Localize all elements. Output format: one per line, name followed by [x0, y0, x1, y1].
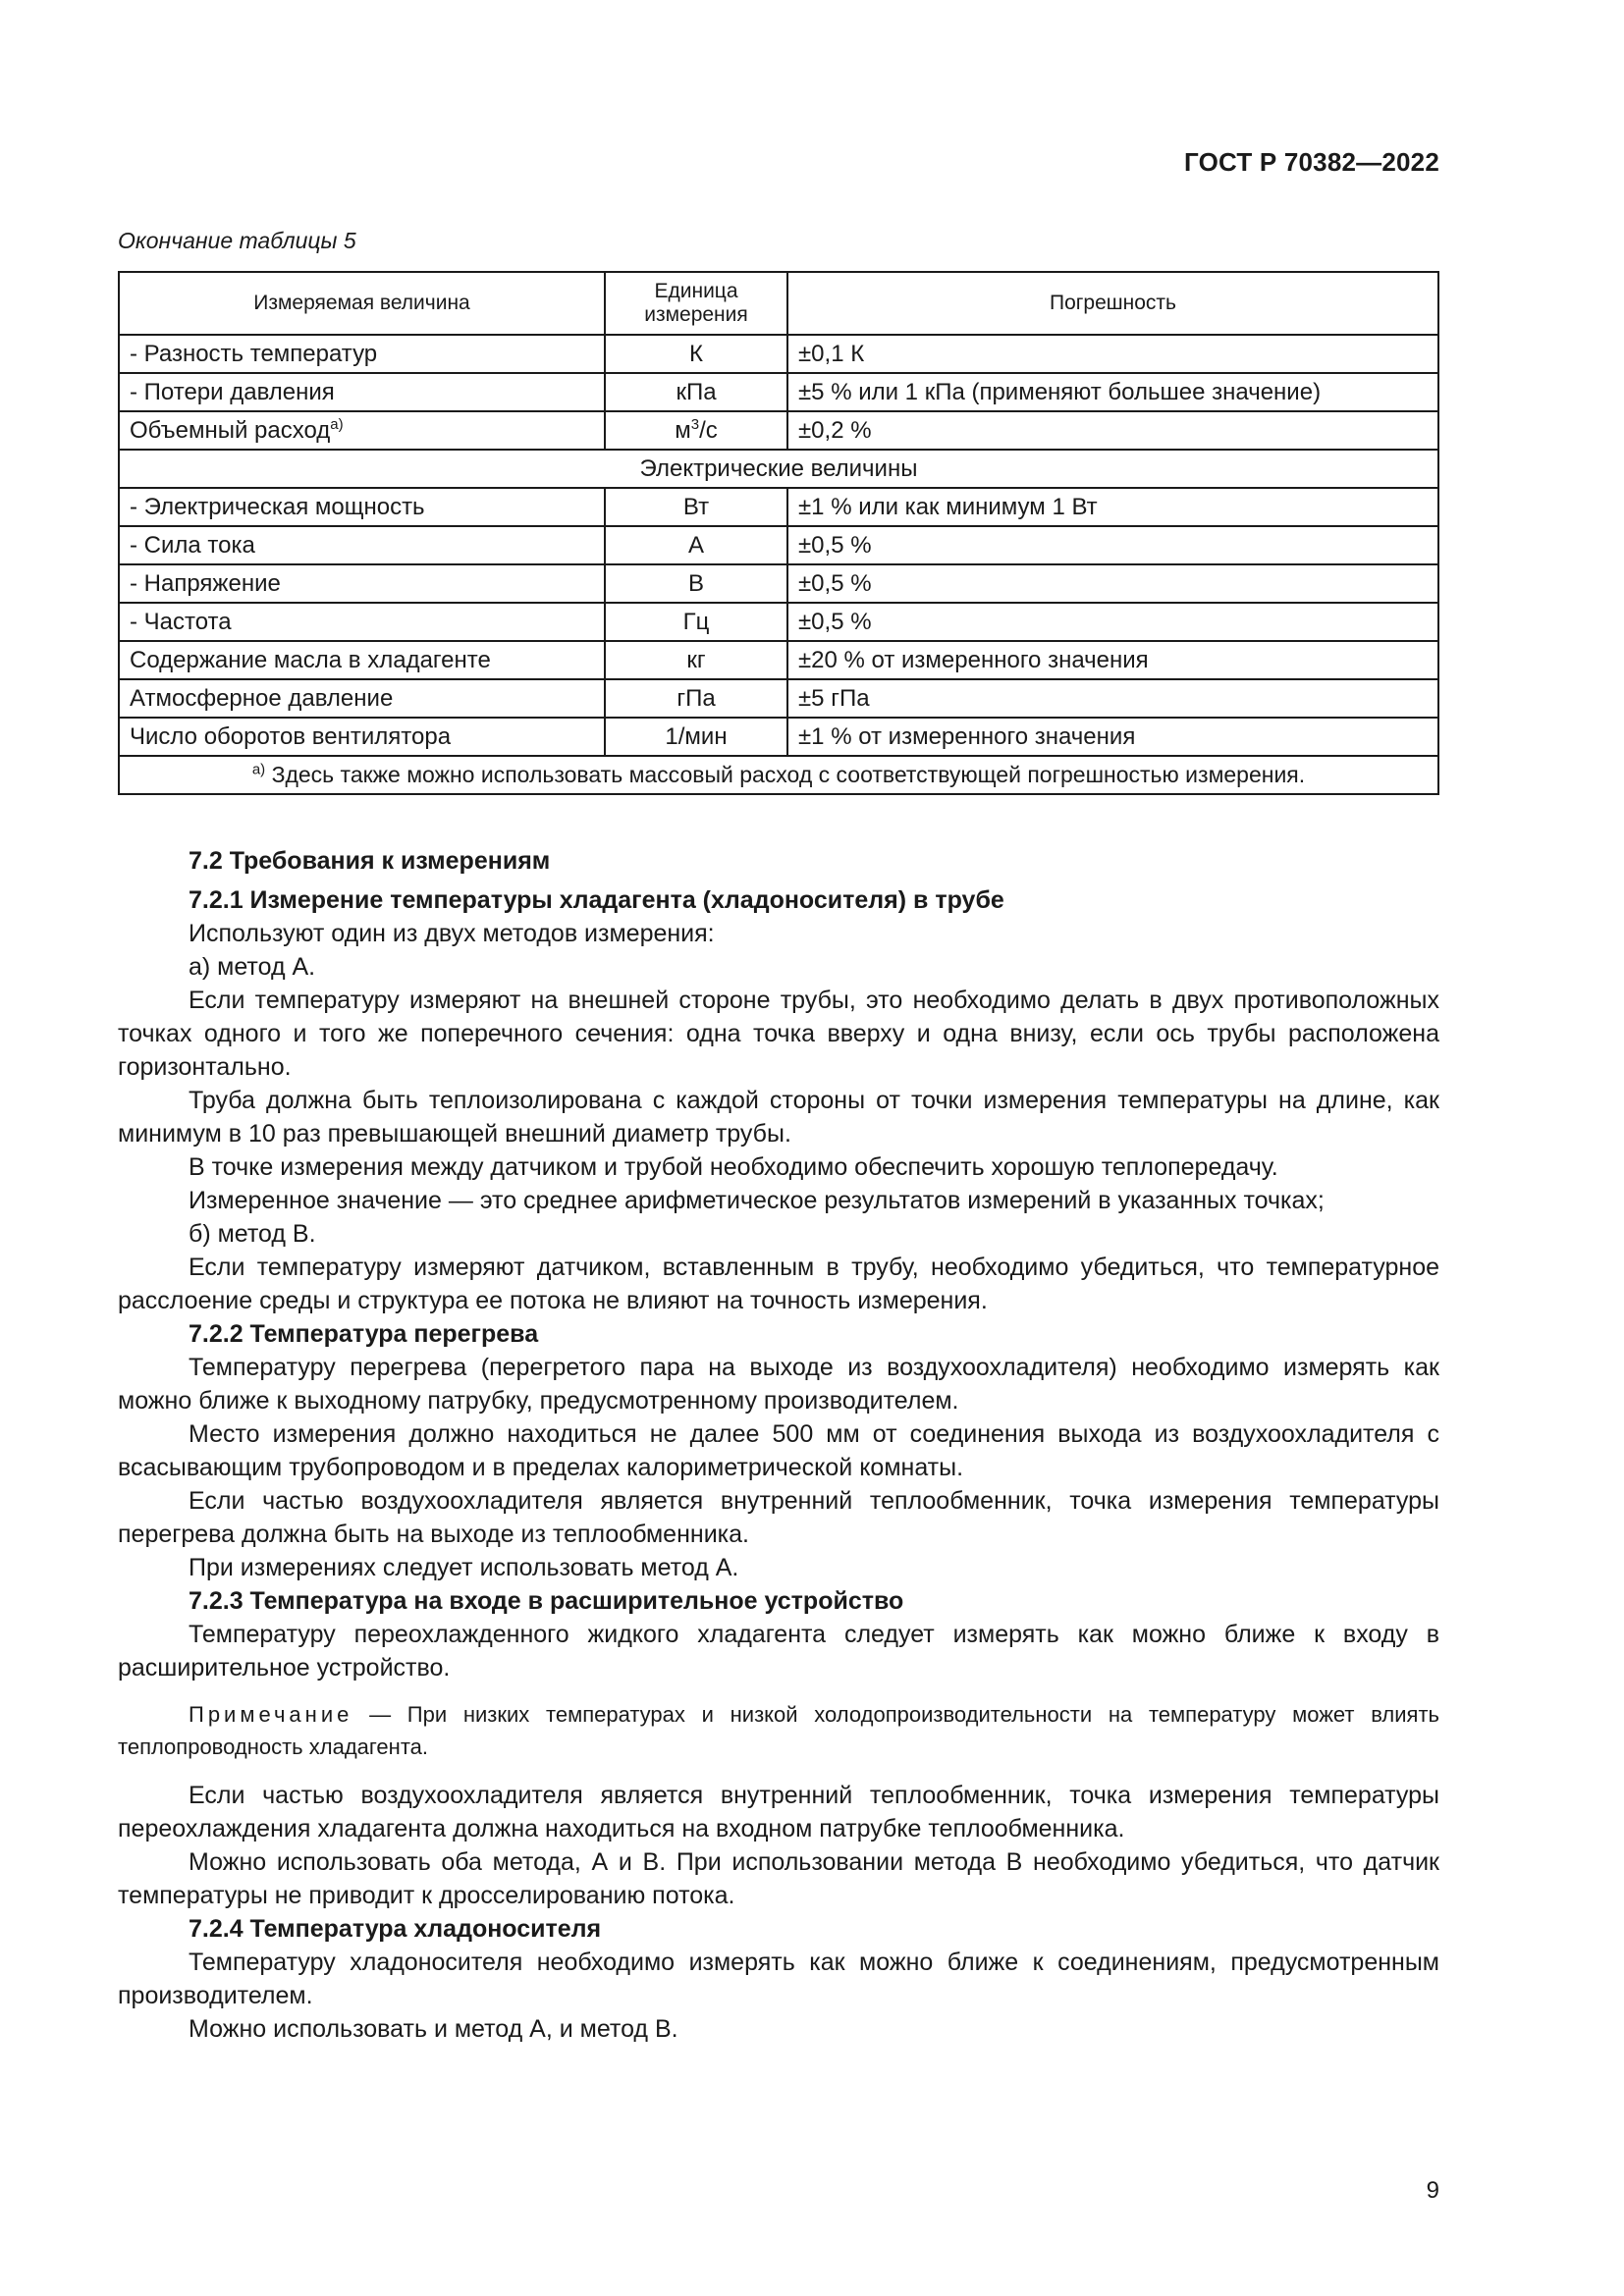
- footnote-text: Здесь также можно использовать массовый расход с соответствующей погрешностью измерения.: [271, 762, 1306, 787]
- table-row: [119, 373, 1438, 411]
- cell-quantity: - Потери давления: [119, 373, 605, 411]
- table-row: [119, 564, 1438, 603]
- cell-quantity: - Разность температур: [119, 335, 605, 373]
- section-heading-7-2-4: 7.2.4 Температура хладоносителя: [189, 1915, 602, 1943]
- page-number: 9: [1426, 2177, 1439, 2204]
- unit-after: /с: [699, 416, 718, 444]
- cell-quantity: - Сила тока: [119, 526, 605, 564]
- paragraph: а) метод А.: [189, 953, 316, 981]
- table-footnote-row: [119, 756, 1438, 794]
- cell-error: ±1 % от измеренного значения: [787, 718, 1438, 756]
- section-heading-7-2: 7.2 Требования к измерениям: [189, 847, 551, 875]
- paragraph: Температуру перегрева (перегретого пара на выходе из воздухоохладителя) необходимо измерять как можно ближе к выходному патрубку, предусмотренному производителем.: [118, 1354, 1439, 1415]
- column-header-error: Погрешность: [787, 272, 1438, 335]
- section-heading-7-2-2: 7.2.2 Температура перегрева: [189, 1320, 539, 1348]
- cell-error: ±5 % или 1 кПа (применяют большее значение): [787, 373, 1438, 411]
- table-row: [119, 603, 1438, 641]
- cell-unit: кг: [605, 641, 787, 679]
- cell-error: ±0,5 %: [787, 603, 1438, 641]
- cell-unit: [605, 411, 787, 450]
- table-section-row: [119, 450, 1438, 488]
- table-header-row: [119, 272, 1438, 335]
- cell-error: ±5 гПа: [787, 679, 1438, 718]
- cell-unit: 1/мин: [605, 718, 787, 756]
- cell-quantity: Содержание масла в хладагенте: [119, 641, 605, 679]
- table-caption: Окончание таблицы 5: [118, 228, 356, 253]
- paragraph: б) метод В.: [189, 1220, 316, 1248]
- column-header-quantity: Измеряемая величина: [119, 272, 605, 335]
- cell-unit: Гц: [605, 603, 787, 641]
- cell-unit: гПа: [605, 679, 787, 718]
- note: [118, 1698, 1439, 1763]
- paragraph: Труба должна быть теплоизолирована с каждой стороны от точки измерения температуры на длине, как минимум в 10 раз превышающей внешний диаметр трубы.: [118, 1087, 1439, 1148]
- cell-quantity: [119, 411, 605, 450]
- paragraph: Измеренное значение — это среднее арифметическое результатов измерений в указанных точках;: [189, 1187, 1325, 1214]
- paragraph: Если частью воздухоохладителя является внутренний теплообменник, точка измерения температуры перегрева должна быть на выходе из теплообменника.: [118, 1487, 1439, 1548]
- paragraph: Можно использовать оба метода, А и В. При использовании метода В необходимо убедиться, что датчик температуры не приводит к дросселированию потока.: [118, 1848, 1439, 1909]
- paragraph: В точке измерения между датчиком и трубой необходимо обеспечить хорошую теплопередачу.: [189, 1153, 1278, 1181]
- paragraph: Если температуру измеряют на внешней стороне трубы, это необходимо делать в двух противоположных точках одного и того же поперечного сечения: одна точка вверху и одна внизу, если ось трубы расположена горизонтально.: [118, 987, 1439, 1081]
- table-row: [119, 641, 1438, 679]
- paragraph: При измерениях следует использовать метод А.: [189, 1554, 739, 1581]
- table-footnote: [119, 756, 1438, 794]
- note-label: Примечание: [189, 1702, 353, 1727]
- cell-error: ±0,1 К: [787, 335, 1438, 373]
- cell-unit: кПа: [605, 373, 787, 411]
- cell-error: ±0,5 %: [787, 526, 1438, 564]
- paragraph: Можно использовать и метод А, и метод В.: [189, 2015, 678, 2043]
- cell-unit: В: [605, 564, 787, 603]
- paragraph: Если температуру измеряют датчиком, вставленным в трубу, необходимо убедиться, что температурное расслоение среды и структура ее потока не влияют на точность измерения.: [118, 1254, 1439, 1314]
- cell-error: ±1 % или как минимум 1 Вт: [787, 488, 1438, 526]
- cell-quantity: - Электрическая мощность: [119, 488, 605, 526]
- table-row: [119, 526, 1438, 564]
- cell-unit: Вт: [605, 488, 787, 526]
- unit-base: м: [675, 416, 691, 444]
- table-row: [119, 335, 1438, 373]
- footnote-ref: а): [330, 415, 344, 433]
- document-body: [118, 844, 1439, 2046]
- cell-error: ±0,2 %: [787, 411, 1438, 450]
- paragraph: Используют один из двух методов измерения:: [189, 920, 715, 947]
- paragraph: Если частью воздухоохладителя является внутренний теплообменник, точка измерения температуры переохлаждения хладагента должна находиться на входном патрубке теплообменника.: [118, 1782, 1439, 1842]
- footnote-marker: а): [251, 761, 266, 778]
- cell-unit: К: [605, 335, 787, 373]
- section-heading-7-2-1: 7.2.1 Измерение температуры хладагента (хладоносителя) в трубе: [189, 886, 1004, 914]
- cell-error: ±20 % от измеренного значения: [787, 641, 1438, 679]
- table-row: [119, 488, 1438, 526]
- cell-quantity: Число оборотов вентилятора: [119, 718, 605, 756]
- unit-exponent: 3: [690, 415, 700, 433]
- column-header-unit: Единица измерения: [605, 272, 787, 335]
- cell-quantity: Атмосферное давление: [119, 679, 605, 718]
- cell-quantity: - Частота: [119, 603, 605, 641]
- document-header: ГОСТ Р 70382—2022: [1184, 147, 1439, 177]
- note-text: — При низких температурах и низкой холодопроизводительности на температуру может влиять теплопроводность хладагента.: [118, 1702, 1439, 1759]
- cell-error: ±0,5 %: [787, 564, 1438, 603]
- measurement-table: [118, 271, 1439, 795]
- table-row: [119, 679, 1438, 718]
- paragraph: Температуру хладоносителя необходимо измерять как можно ближе к соединениям, предусмотренным производителем.: [118, 1949, 1439, 2009]
- section-label: Электрические величины: [119, 450, 1438, 488]
- quantity-text: Объемный расход: [130, 416, 331, 444]
- cell-quantity: - Напряжение: [119, 564, 605, 603]
- paragraph: Место измерения должно находиться не далее 500 мм от соединения выхода из воздухоохладителя с всасывающим трубопроводом и в пределах калориметрической комнаты.: [118, 1420, 1439, 1481]
- cell-unit: А: [605, 526, 787, 564]
- table-row: [119, 411, 1438, 450]
- paragraph: Температуру переохлажденного жидкого хладагента следует измерять как можно ближе к входу в расширительное устройство.: [118, 1621, 1439, 1682]
- section-heading-7-2-3: 7.2.3 Температура на входе в расширительное устройство: [189, 1587, 904, 1615]
- table-row: [119, 718, 1438, 756]
